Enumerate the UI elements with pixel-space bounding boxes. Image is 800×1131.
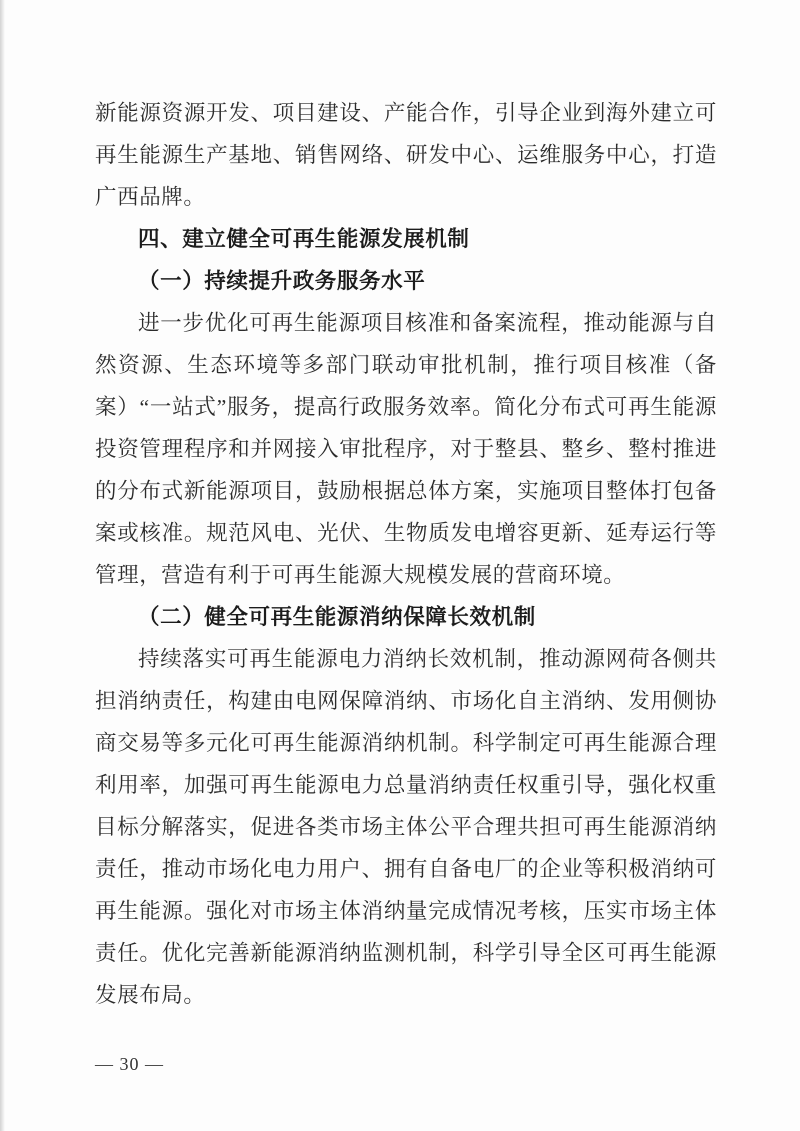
- document-body: [95, 92, 717, 1016]
- page-number: — 30 —: [95, 1054, 164, 1074]
- paragraph-continued-from-previous-page: 新能源资源开发、项目建设、产能合作，引导企业到海外建立可再生能源生产基地、销售网络、研发中心、运维服务中心，打造广西品牌。: [95, 101, 717, 209]
- page-footer: [95, 1054, 164, 1075]
- subsection-heading-1: （一）持续提升政务服务水平: [138, 269, 426, 293]
- section-heading-4: 四、建立健全可再生能源发展机制: [138, 227, 470, 251]
- paragraph-government-services: 进一步优化可再生能源项目核准和备案流程，推动能源与自然资源、生态环境等多部门联动审批机制，推行项目核准（备案）“一站式”服务，提高行政服务效率。简化分布式可再生能源投资管理程序和并网接入审批程序，对于整县、整乡、整村推进的分布式新能源项目，鼓励根据总体方案，实施项目整体打包备案或核准。规范风电、光伏、生物质发电增容更新、延寿运行等管理，营造有利于可再生能源大规模发展的营商环境。: [95, 311, 717, 587]
- paragraph-consumption-guarantee: 持续落实可再生能源电力消纳长效机制，推动源网荷各侧共担消纳责任，构建由电网保障消纳、市场化自主消纳、发用侧协商交易等多元化可再生能源消纳机制。科学制定可再生能源合理利用率，加强可再生能源电力总量消纳责任权重引导，强化权重目标分解落实，促进各类市场主体公平合理共担可再生能源消纳责任，推动市场化电力用户、拥有自备电厂的企业等积极消纳可再生能源。强化对市场主体消纳量完成情况考核，压实市场主体责任。优化完善新能源消纳监测机制，科学引导全区可再生能源发展布局。: [95, 647, 717, 1007]
- subsection-heading-2: （二）健全可再生能源消纳保障长效机制: [138, 605, 536, 629]
